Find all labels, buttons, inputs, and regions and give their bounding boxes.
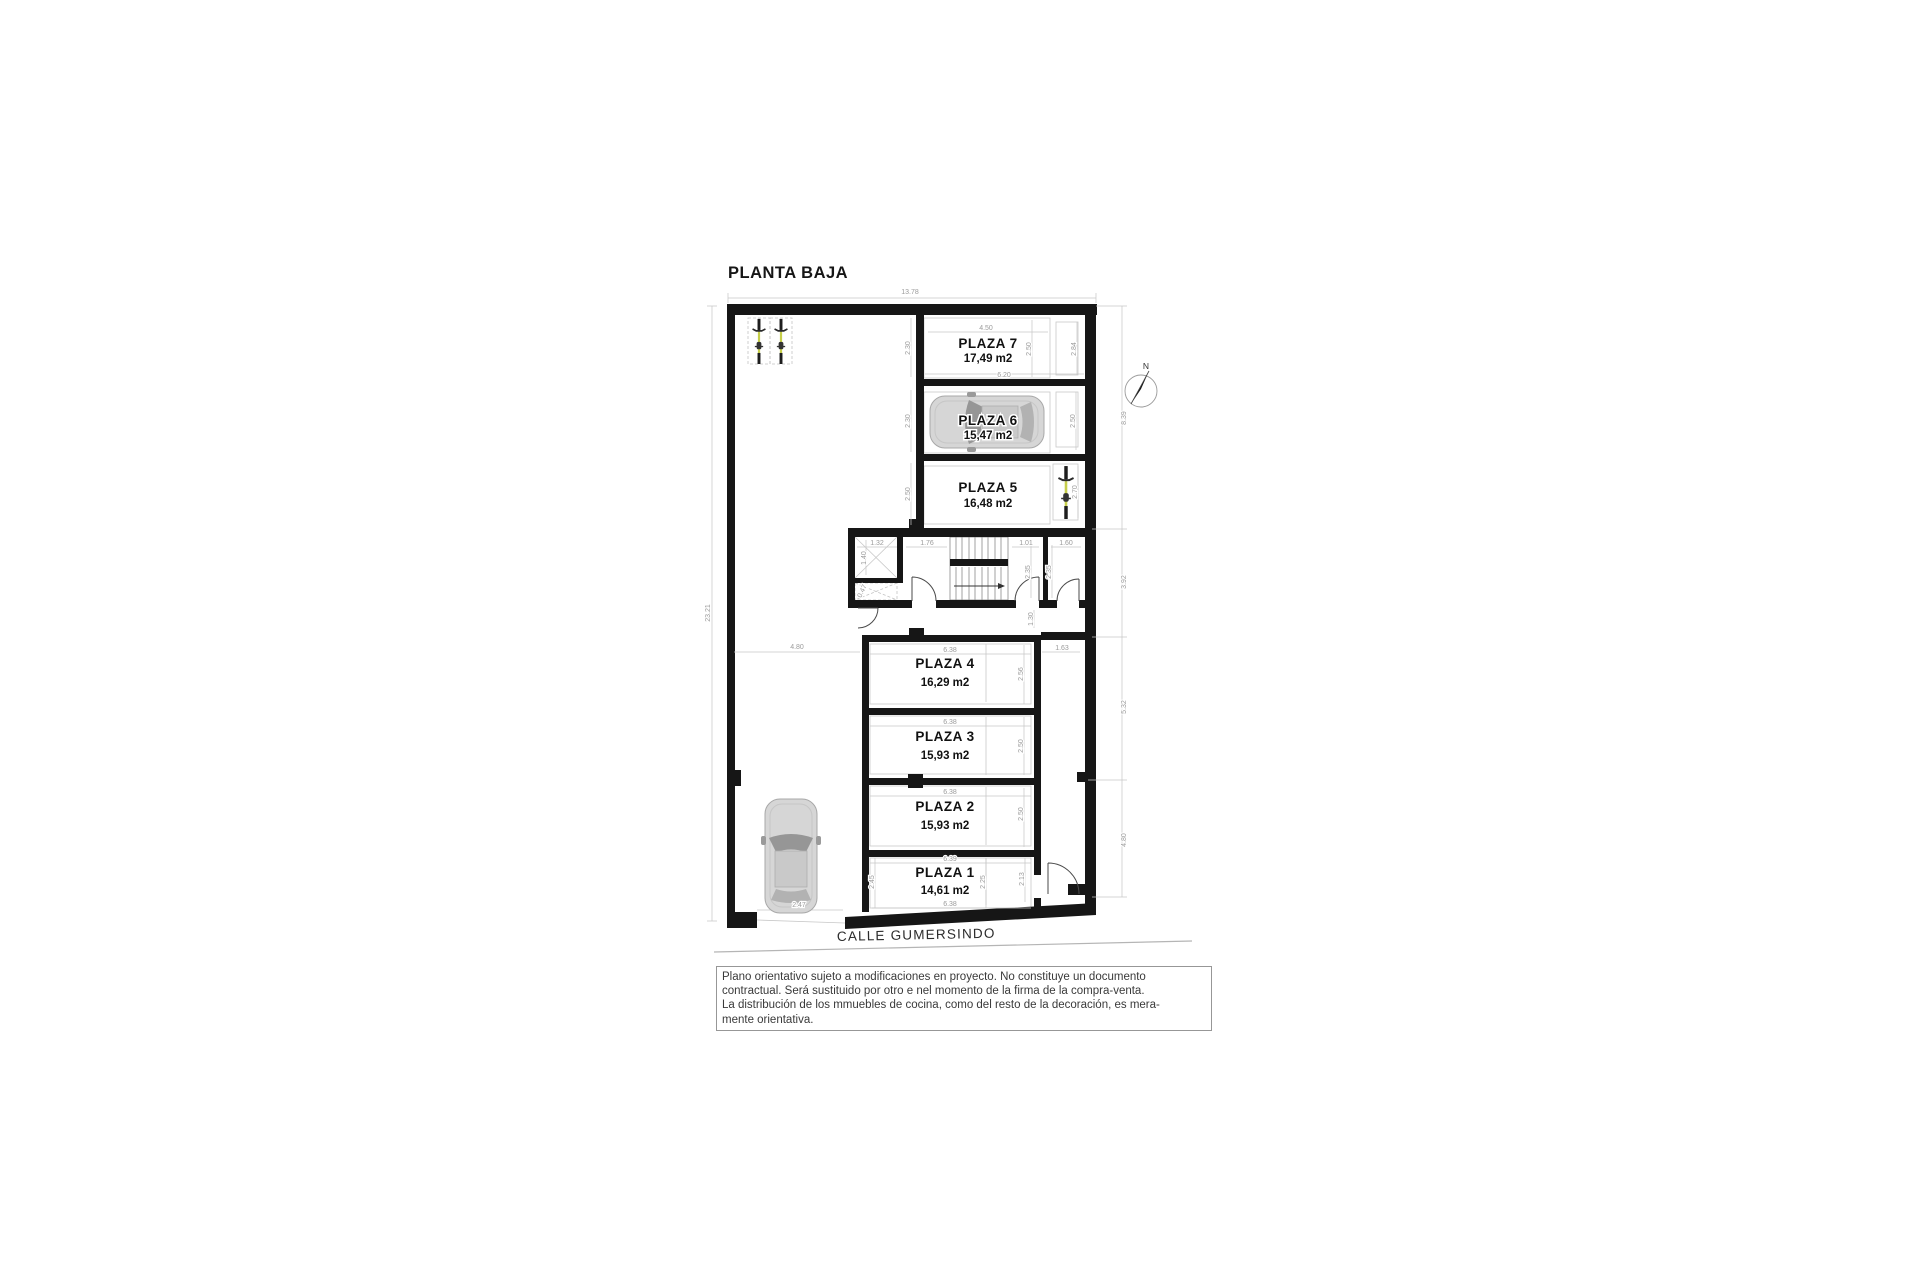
dimension-label: 6.38 [943, 789, 957, 796]
car-driveway [761, 799, 821, 913]
motorcycle-stall-2 [775, 319, 788, 364]
dimension-label: 2.56 [1018, 667, 1025, 681]
plaza-2-label [915, 799, 974, 832]
dimension-label: 6.38 [943, 647, 957, 654]
plan-title: PLANTA BAJA [728, 264, 849, 282]
plaza-area: 15,47 m2 [963, 430, 1013, 442]
vehicles [753, 319, 1074, 913]
plaza-name: PLAZA 5 [958, 480, 1018, 495]
dimension-label: 4.50 [979, 325, 993, 332]
disclaimer-line-3: La distribución de los mmuebles de cocina, como del resto de la decoración, es mera- [722, 999, 1160, 1012]
plaza-name: PLAZA 6 [958, 413, 1018, 428]
plaza-name: PLAZA 3 [915, 729, 975, 744]
disclaimer-box [716, 966, 1212, 1031]
street-name: CALLE GUMERSINDO [836, 925, 996, 944]
dimension-label: 6.38 [943, 901, 957, 908]
staircase [950, 537, 1008, 600]
dimension-label: 2.47 [792, 902, 806, 909]
dimension-label: 2.70 [1072, 485, 1079, 499]
plaza-name: PLAZA 4 [915, 656, 975, 671]
dimension-label: 1.76 [920, 540, 934, 547]
north-compass [1125, 361, 1157, 407]
plaza-name: PLAZA 7 [958, 336, 1018, 351]
plaza-5-label [958, 480, 1017, 510]
plaza-6-label [958, 413, 1017, 442]
plaza-area: 16,48 m2 [963, 498, 1013, 510]
motorcycle-stall-1 [753, 319, 766, 364]
dimension-label: 2.30 [905, 414, 912, 428]
dimension-label: 1.60 [1059, 540, 1073, 547]
dimension-label: 6.20 [997, 372, 1011, 379]
dimension-label: 2.45 [869, 875, 876, 889]
dimension-label: 2.30 [905, 341, 912, 355]
disclaimer-line-2: contractual. Será sustituido por otro e nel momento de la firma de la compra-venta. [722, 985, 1145, 998]
plaza-4-label [915, 656, 974, 689]
dimension-label: 2.50 [1018, 739, 1025, 753]
disclaimer-line-1: Plano orientativo sujeto a modificaciones en proyecto. No constituye un documento [722, 971, 1146, 983]
plaza-name: PLAZA 2 [915, 799, 975, 814]
dimension-label: 2.50 [1070, 414, 1077, 428]
dimension-label: 6.39 [943, 856, 957, 863]
plaza-name: PLAZA 1 [915, 865, 975, 880]
dimension-label: 8.39 [1121, 411, 1128, 425]
dimension-label: 1.40 [861, 551, 868, 565]
stair-direction-arrow [998, 583, 1005, 589]
compass-circle [1125, 375, 1157, 407]
dimension-label: 0.47 [856, 583, 869, 600]
dimension-label: 4.80 [790, 644, 804, 651]
plaza-area: 16,29 m2 [920, 677, 970, 689]
dimension-label: 2.13 [1019, 872, 1026, 886]
street-curb-line [714, 941, 1192, 952]
dimension-label: 2.35 [1046, 565, 1053, 579]
plaza-area: 17,49 m2 [963, 353, 1013, 365]
plaza-area: 15,93 m2 [920, 820, 970, 832]
garage-entrance-threshold [757, 920, 845, 923]
disclaimer-line-4: mente orientativa. [722, 1013, 814, 1026]
dimension-label: 2.25 [980, 875, 987, 889]
dimension-label: 2.50 [905, 487, 912, 501]
plaza-area: 14,61 m2 [920, 885, 970, 897]
dimension-label: 1.32 [870, 540, 884, 547]
dimension-label: 2.84 [1071, 342, 1078, 356]
dimension-label: 3.92 [1121, 575, 1128, 589]
plaza-3-label [915, 729, 974, 762]
dimension-label: 13.78 [901, 289, 919, 296]
plaza-7-label [958, 336, 1017, 365]
dimension-label: 1.01 [1019, 540, 1033, 547]
dimension-label: 4.80 [1121, 833, 1128, 847]
dimension-label: 1.63 [1055, 645, 1069, 652]
dimension-label: 1.30 [1028, 612, 1035, 626]
dimension-label: 5.32 [1121, 700, 1128, 714]
plaza-1-label [915, 865, 974, 897]
dimension-label: 2.35 [1025, 565, 1032, 579]
dimension-label: 23.21 [705, 604, 712, 622]
compass-north-label: N [1142, 361, 1150, 371]
compass-needle-edge [1131, 371, 1149, 404]
dimension-label: 2.50 [1026, 342, 1033, 356]
plaza-area: 15,93 m2 [920, 750, 970, 762]
dimension-label: 6.38 [943, 719, 957, 726]
dimension-label: 2.50 [1018, 807, 1025, 821]
